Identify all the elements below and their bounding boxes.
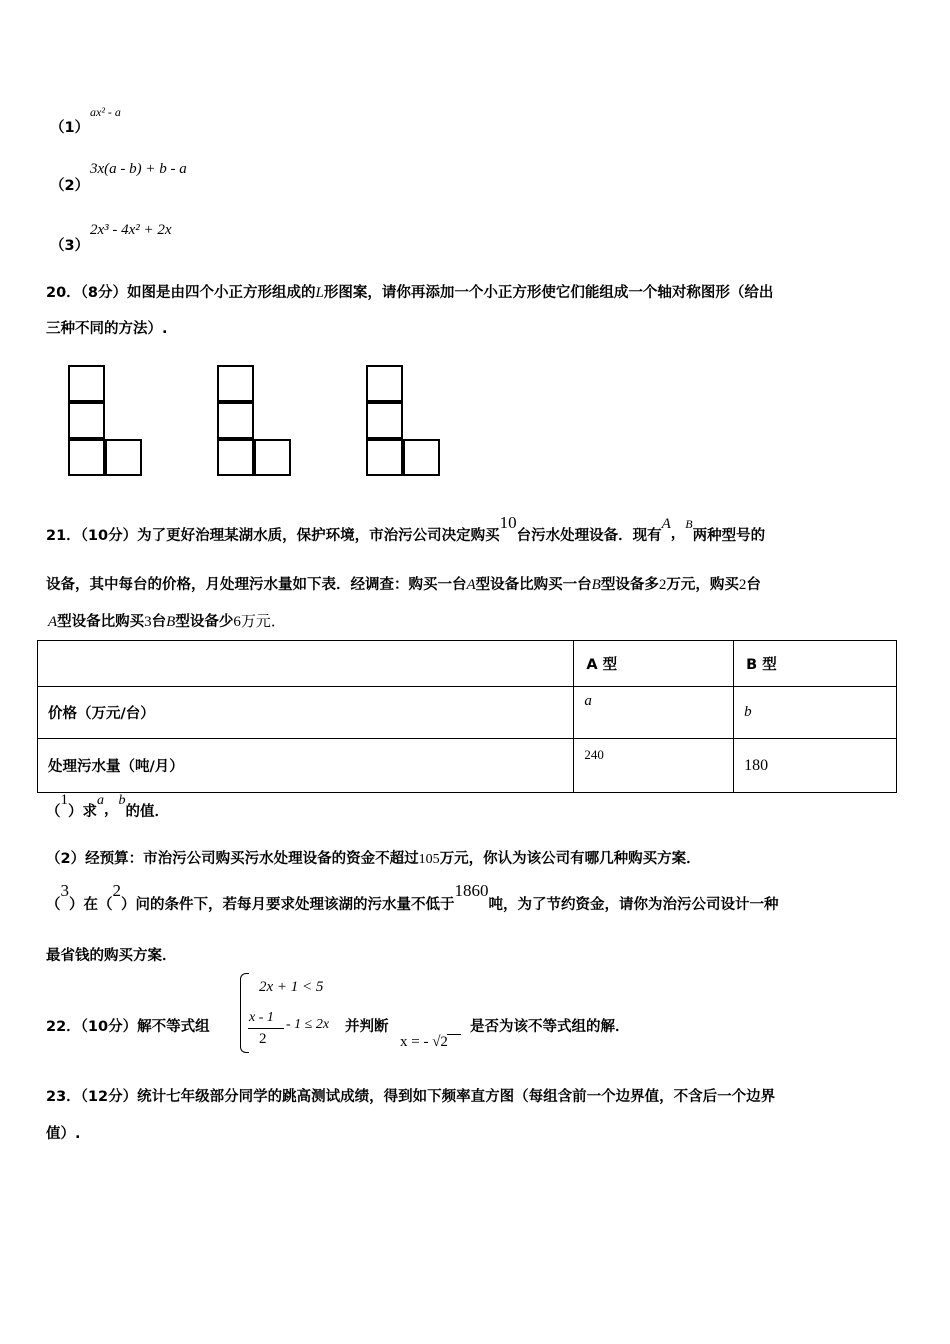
q19-item-2-expr: 3x(a - b) + b - a [90,161,187,177]
square [68,439,105,476]
q21-line-1 [46,512,766,544]
table-cell-volume-a: 240 [574,739,734,793]
q21-part-3-line-2: 最省钱的购买方案． [46,948,177,964]
q21-p3-num3: 1860 [454,881,489,900]
q23-line-1: 23．（12分）统计七年级部分同学的跳高测试成绩，得到如下频率直方图（每组含前一个边界值，不含后一个边界 [46,1089,776,1105]
square [366,365,403,402]
equipment-table [37,640,897,793]
q20-prefix: 20．（8分）如图是由四个小正方形组成的 [46,285,316,301]
fraction-line [248,1028,284,1029]
q21-three: 3 [144,614,152,630]
q21-l2a: 设备，其中每台的价格，月处理污水量如下表．经调查：购买一台 [46,577,467,593]
q21-A-ref: A [466,577,476,593]
table-row [38,739,897,793]
square [403,439,440,476]
q22-suffix: 是否为该不等式组的解． [470,1019,630,1035]
square [68,365,105,402]
q21-two2: 2 [738,577,747,593]
q21-p2-num: 105 [418,852,440,867]
q21-comma: ， [670,526,686,542]
q21-B-ref: B [591,577,601,593]
q20-var-l: L [315,285,324,301]
square [217,402,254,439]
q21-ten: 10 [499,513,517,532]
square [105,439,142,476]
q20-line-1 [46,281,773,302]
q21-l1a: 21．（10分）为了更好治理某湖水质，保护环境，市治污公司决定购买 [46,528,500,544]
q21-l1b: 台污水处理设备．现有 [516,528,662,544]
table-header-a: A 型 [574,641,734,687]
table-row [38,687,897,739]
q21-part-3: （3）在（2）问的条件下，若每月要求处理该湖的污水量不低于1860吨，为了节约资金，请你为治污公司设计一种 [46,881,779,913]
table-cell-empty [38,641,574,687]
square [254,439,291,476]
q21-two: 2 [658,577,667,593]
q22-ineq-2-rest: - 1 ≤ 2x [286,1017,330,1032]
q21-B: B [685,517,693,531]
q21-p3-num2: 2 [112,881,121,900]
q22-frac-den: 2 [259,1031,267,1047]
q21-l2d: 万元，购买 [666,577,739,593]
q20-suffix: 形图案，请你再添加一个小正方形使它们能组成一个轴对称图形（给出 [323,285,774,301]
table-header-b: B 型 [734,641,897,687]
q21-part-2: （2）经预算：市治污公司购买污水处理设备的资金不超过105万元，你认为该公司有哪几种购买方案． [46,851,701,867]
q21-line-3 [48,610,286,631]
q23-line-2: 值）. [46,1126,81,1142]
q21-l3d: 万元． [240,614,286,630]
table-row-label-volume: 处理污水量（吨/月） [38,739,574,793]
q22-mid: 并判断 [345,1019,389,1035]
q21-A-ref-2: A [48,614,58,630]
q21-p3-num: 3 [60,881,69,900]
q22-prefix: 22．（10分）解不等式组 [46,1019,210,1035]
q22-frac-num: x - 1 [249,1010,274,1025]
table-header-row [38,641,897,687]
q22-ineq-1: 2x + 1 < 5 [259,979,324,995]
square [217,439,254,476]
square [217,365,254,402]
q21-p1-num: 1 [60,792,68,808]
q21-line-2 [46,573,761,594]
q21-l3a: 型设备比购买 [57,614,145,630]
q21-l3b: 台 [151,614,167,630]
square [68,402,105,439]
q19-item-1-num: （1） [50,120,90,136]
square [366,402,403,439]
q21-six: 6 [233,614,241,630]
q21-l2e: 台 [746,577,761,593]
q21-B-ref-2: B [166,614,176,630]
square [366,439,403,476]
q22-x-value: x = - √2 [400,1034,448,1050]
q21-A: A [661,516,671,532]
q21-p1-b: b [118,793,126,808]
q19-item-1-expr: ax² - a [90,105,121,119]
q21-l3c: 型设备少 [175,614,234,630]
inequality-brace [240,973,249,1053]
q21-l1c: 两种型号的 [692,528,766,544]
q20-line-2: 三种不同的方法）. [46,321,168,337]
sqrt-bar [447,1034,461,1035]
q19-item-3-expr: 2x³ - 4x² + 2x [90,222,172,238]
table-cell-volume-b: 180 [734,739,897,793]
q19-item-2-num: （2） [50,178,90,194]
q21-l2b: 型设备比购买一台 [475,577,592,593]
table-cell-price-a: a [574,687,734,739]
q19-item-3-num: （3） [50,238,90,254]
table-cell-price-b: b [734,687,897,739]
q21-l2c: 型设备多 [600,577,659,593]
q21-p1-a: a [97,793,104,808]
q21-part-1: （1）求a，b的值． [46,792,169,820]
table-row-label-price: 价格（万元/台） [38,687,574,739]
